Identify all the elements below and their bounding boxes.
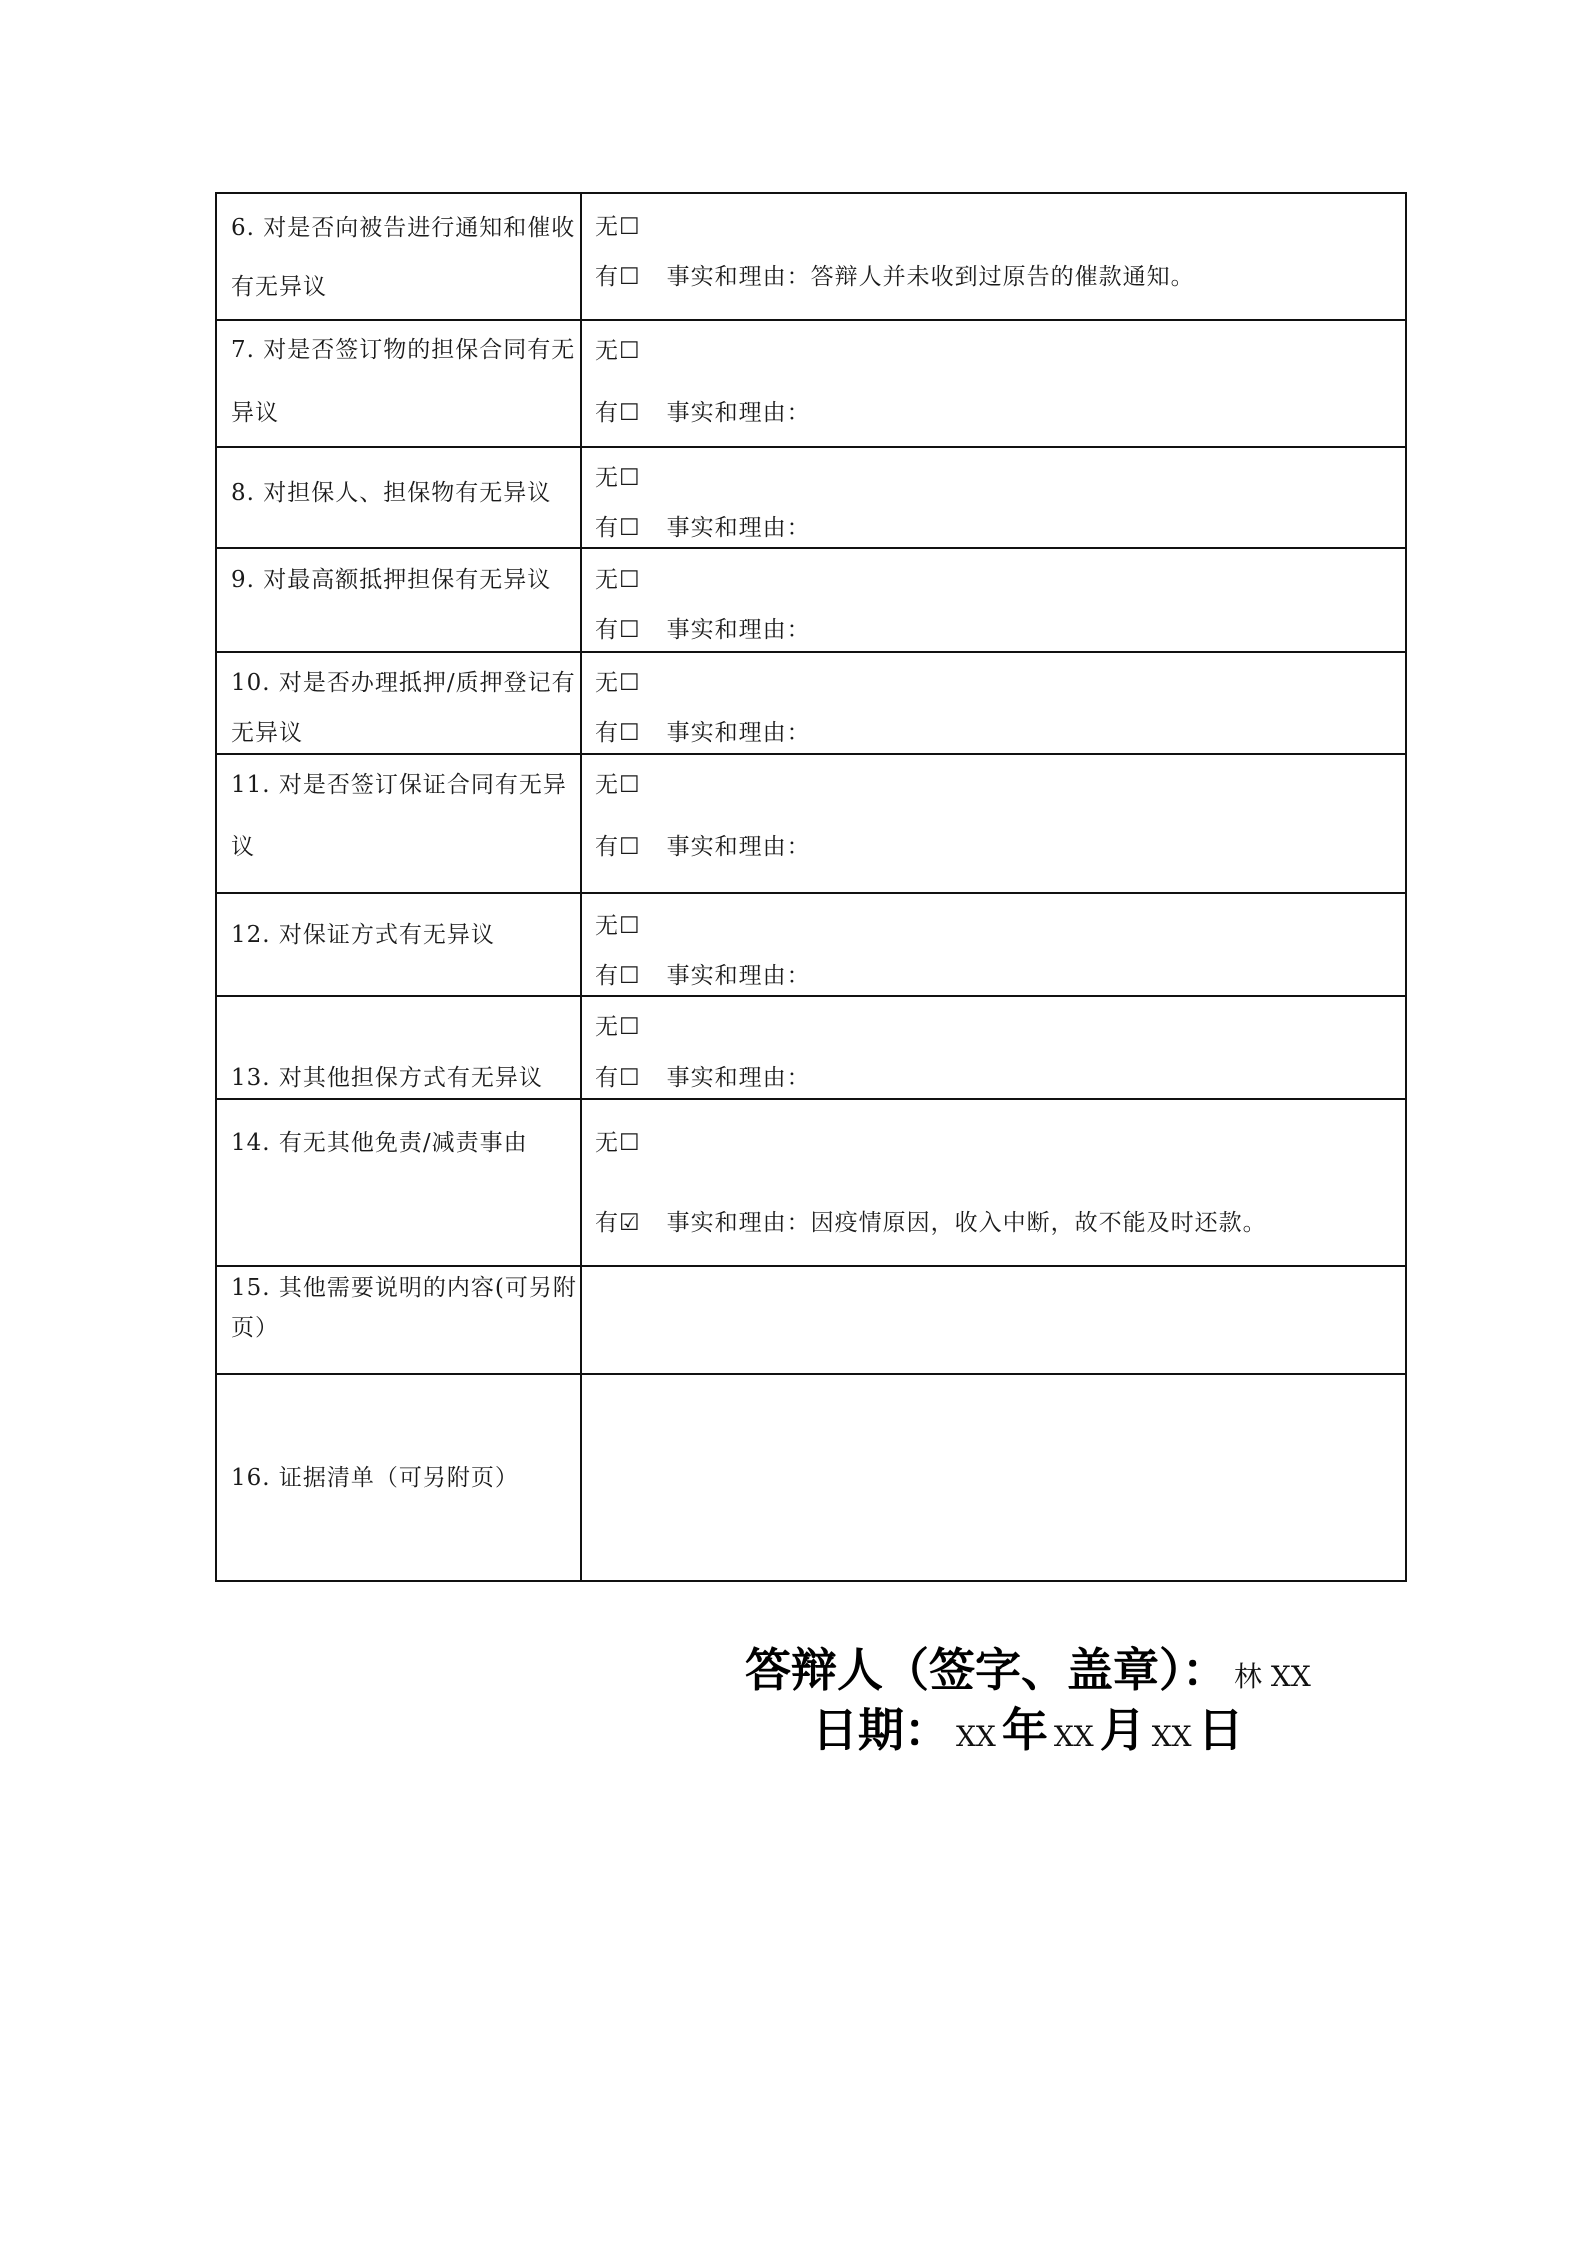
option-none-label: 无 [595, 670, 619, 696]
row-16-label-line1: 16. 证据清单（可另附页） [231, 1465, 519, 1491]
option-yes-label: 有 [595, 720, 619, 746]
row-12-option-none[interactable] [595, 911, 641, 941]
option-none-label: 无 [595, 772, 619, 798]
row-divider [215, 319, 1407, 321]
option-none-label: 无 [595, 567, 619, 593]
year-value[interactable]: XX [956, 1720, 996, 1753]
row-7-option-none[interactable] [595, 336, 641, 366]
row-11-option-yes[interactable] [595, 832, 811, 862]
row-11-label-line2: 议 [231, 834, 255, 860]
row-11-label-line1: 11. 对是否签订保证合同有无异 [231, 772, 567, 798]
row-divider [215, 1373, 1407, 1375]
row-divider [215, 651, 1407, 653]
unchecked-box-icon[interactable]: ☐ [619, 465, 641, 491]
row-6-label-line2: 有无异议 [231, 274, 327, 300]
row-divider [215, 892, 1407, 894]
unchecked-box-icon[interactable]: ☐ [619, 963, 641, 989]
option-none-label: 无 [595, 465, 619, 491]
date-label: 日期： [812, 1703, 950, 1757]
option-none-label: 无 [595, 338, 619, 364]
month-value[interactable]: XX [1053, 1720, 1094, 1753]
signer-label: 答辩人（签字、盖章）： [745, 1643, 1228, 1697]
unchecked-box-icon[interactable]: ☐ [619, 617, 641, 643]
row-6-option-yes[interactable] [595, 262, 1195, 292]
row-9-option-yes[interactable] [595, 615, 811, 645]
date-line [812, 1702, 1244, 1758]
unchecked-box-icon[interactable]: ☐ [619, 1130, 641, 1156]
row-7-label-line1: 7. 对是否签订物的担保合同有无 [231, 337, 576, 363]
option-yes-label: 有 [595, 963, 619, 989]
unchecked-box-icon[interactable]: ☐ [619, 1014, 641, 1040]
row-divider [215, 1265, 1407, 1267]
option-yes-label: 有 [595, 1210, 619, 1236]
row-8-label-line1: 8. 对担保人、担保物有无异议 [231, 480, 552, 506]
signer-value[interactable]: 林 XX [1234, 1660, 1311, 1693]
row-10-option-yes[interactable] [595, 718, 811, 748]
row-14-option-yes[interactable] [595, 1208, 1267, 1238]
reason-label: 事实和理由： [666, 515, 811, 541]
row-10-label-line2: 无异议 [231, 720, 303, 746]
unchecked-box-icon[interactable]: ☐ [619, 720, 641, 746]
unchecked-box-icon[interactable]: ☐ [619, 515, 641, 541]
row-15-content-field[interactable] [595, 1280, 1385, 1310]
row-7-option-yes[interactable] [595, 398, 811, 428]
row-14-option-none[interactable] [595, 1128, 641, 1158]
option-none-label: 无 [595, 1014, 619, 1040]
row-divider [215, 547, 1407, 549]
unchecked-box-icon[interactable]: ☐ [619, 1065, 641, 1091]
row-divider [215, 446, 1407, 448]
row-10-label-line1: 10. 对是否办理抵押/质押登记有 [231, 670, 576, 696]
row-8-option-none[interactable] [595, 463, 641, 493]
option-yes-label: 有 [595, 617, 619, 643]
row-divider [215, 753, 1407, 755]
row-7-label-line2: 异议 [231, 400, 279, 426]
reason-label: 事实和理由： [666, 963, 811, 989]
year-label: 年 [1001, 1703, 1048, 1757]
row-6-label-line1: 6. 对是否向被告进行通知和催收 [231, 215, 576, 241]
row-11-option-none[interactable] [595, 770, 641, 800]
row-9-option-none[interactable] [595, 565, 641, 595]
unchecked-box-icon[interactable]: ☐ [619, 834, 641, 860]
option-yes-label: 有 [595, 515, 619, 541]
month-label: 月 [1099, 1703, 1146, 1757]
unchecked-box-icon[interactable]: ☐ [619, 338, 641, 364]
reason-label: 事实和理由： [666, 834, 811, 860]
row-10-option-none[interactable] [595, 668, 641, 698]
row-12-option-yes[interactable] [595, 961, 811, 991]
row-16-content-field[interactable] [595, 1390, 1385, 1420]
row-13-option-none[interactable] [595, 1012, 641, 1042]
unchecked-box-icon[interactable]: ☐ [619, 264, 641, 290]
row-12-label-line1: 12. 对保证方式有无异议 [231, 922, 495, 948]
checked-box-icon[interactable]: ☑ [619, 1210, 641, 1236]
unchecked-box-icon[interactable]: ☐ [619, 913, 641, 939]
unchecked-box-icon[interactable]: ☐ [619, 772, 641, 798]
option-yes-label: 有 [595, 264, 619, 290]
signer-line [745, 1642, 1317, 1698]
row-6-option-none[interactable] [595, 212, 641, 242]
row-divider [215, 995, 1407, 997]
reason-text[interactable]: 答辩人并未收到过原告的催款通知。 [810, 264, 1195, 290]
row-8-option-yes[interactable] [595, 513, 811, 543]
unchecked-box-icon[interactable]: ☐ [619, 400, 641, 426]
option-yes-label: 有 [595, 400, 619, 426]
row-14-label-line1: 14. 有无其他免责/减责事由 [231, 1130, 528, 1156]
unchecked-box-icon[interactable]: ☐ [619, 567, 641, 593]
row-9-label-line1: 9. 对最高额抵押担保有无异议 [231, 567, 552, 593]
row-13-label-line1: 13. 对其他担保方式有无异议 [231, 1065, 543, 1091]
row-13-option-yes[interactable] [595, 1063, 811, 1093]
reason-label: 事实和理由： [666, 1065, 811, 1091]
option-yes-label: 有 [595, 1065, 619, 1091]
row-15-label-line1: 15. 其他需要说明的内容(可另附 [231, 1275, 577, 1301]
option-none-label: 无 [595, 913, 619, 939]
row-divider [215, 1098, 1407, 1100]
reason-label: 事实和理由： [666, 400, 811, 426]
reason-label: 事实和理由： [666, 1210, 811, 1236]
option-none-label: 无 [595, 1130, 619, 1156]
reason-label: 事实和理由： [666, 617, 811, 643]
day-label: 日 [1197, 1703, 1244, 1757]
option-yes-label: 有 [595, 834, 619, 860]
reason-label: 事实和理由： [666, 264, 811, 290]
unchecked-box-icon[interactable]: ☐ [619, 670, 641, 696]
unchecked-box-icon[interactable]: ☐ [619, 214, 641, 240]
reason-text[interactable]: 因疫情原因，收入中断，故不能及时还款。 [810, 1210, 1267, 1236]
reason-label: 事实和理由： [666, 720, 811, 746]
row-15-label-line2: 页） [231, 1315, 279, 1341]
option-none-label: 无 [595, 214, 619, 240]
day-value[interactable]: XX [1151, 1720, 1192, 1753]
